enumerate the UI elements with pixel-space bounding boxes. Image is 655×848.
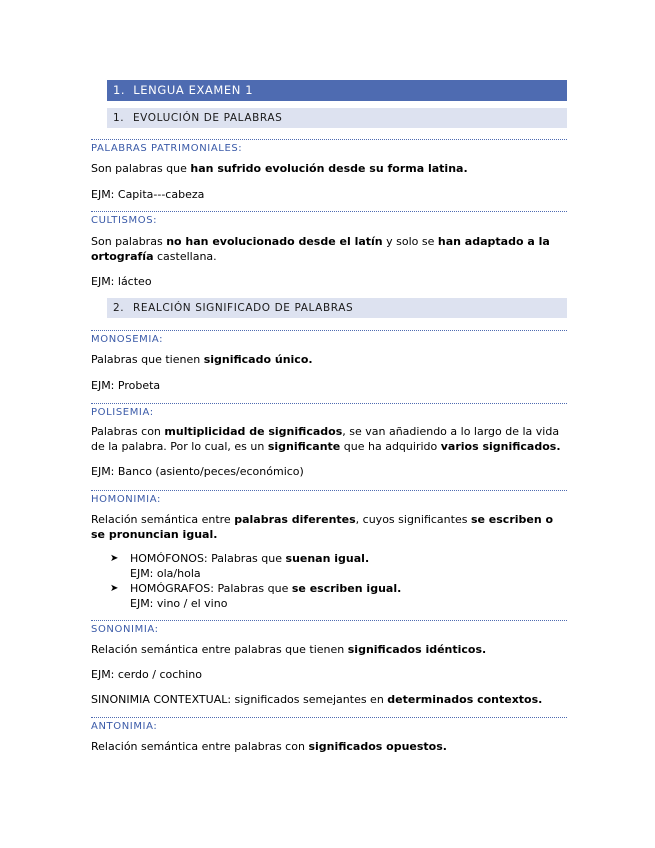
paragraph-sinonimia <box>91 642 567 657</box>
text: Palabras que tienen <box>91 353 204 366</box>
section-heading-relacion <box>107 298 567 318</box>
arrow-bullet-icon: ➤ <box>110 583 119 594</box>
bold-text: significados opuestos. <box>308 740 447 753</box>
bold-text: significado único. <box>203 353 313 366</box>
text: HOMÓGRAFOS: Palabras que <box>130 582 292 595</box>
heading-1-number: 1. <box>113 83 126 97</box>
text: Son palabras <box>91 235 167 248</box>
bold-text: varios significados. <box>440 440 561 453</box>
subheading-sinonimia: SONONIMIA: <box>91 620 567 635</box>
paragraph-patrimoniales <box>91 161 567 176</box>
heading-1-title: LENGUA EXAMEN 1 <box>133 83 254 97</box>
bold-text: palabras diferentes <box>234 513 356 526</box>
arrow-bullet-icon: ➤ <box>110 553 119 564</box>
text: y solo se <box>382 235 438 248</box>
text: , se van añadiendo a lo largo de la vida de la palabra. Por lo cual, es un <box>91 425 560 453</box>
bold-text: significante <box>267 440 341 453</box>
text: que ha adquirido <box>340 440 441 453</box>
subheading-polisemia: POLISEMIA: <box>91 403 567 418</box>
section-title: REALCIÓN SIGNIFICADO DE PALABRAS <box>132 302 354 314</box>
example-polisemia: EJM: Banco (asiento/peces/económico) <box>91 465 304 478</box>
bold-text: suenan igual. <box>285 552 370 565</box>
text: , cuyos significantes <box>355 513 471 526</box>
subheading-cultismos: CULTISMOS: <box>91 211 567 226</box>
bold-text: han adaptado a la ortografía <box>91 235 550 263</box>
paragraph-cultismos <box>91 234 567 264</box>
text: castellana. <box>153 250 217 263</box>
section-number: 2. <box>113 302 125 314</box>
example: EJM: vino / el vino <box>130 597 228 610</box>
paragraph-monosemia <box>91 352 567 367</box>
list-item <box>110 581 560 611</box>
subheading-antonimia: ANTONIMIA: <box>91 717 567 732</box>
bold-text: significados idénticos. <box>347 643 487 656</box>
bold-text: multiplicidad de significados <box>164 425 343 438</box>
bold-text: se escriben igual. <box>291 582 402 595</box>
bold-text: han sufrido evolución desde su forma latina. <box>190 162 468 175</box>
bold-text: determinados contextos. <box>387 693 543 706</box>
subheading-homonimia: HOMONIMIA: <box>91 490 567 505</box>
text: Palabras con <box>91 425 165 438</box>
text: Relación semántica entre palabras con <box>91 740 309 753</box>
heading-1 <box>107 80 567 101</box>
paragraph-sinonimia-contextual <box>91 692 567 707</box>
list-item <box>110 551 560 581</box>
section-number: 1. <box>113 112 125 124</box>
subheading-monosemia: MONOSEMIA: <box>91 330 567 345</box>
bold-text: no han evolucionado desde el latín <box>166 235 383 248</box>
section-title: EVOLUCIÓN DE PALABRAS <box>132 112 283 124</box>
section-heading-evolucion <box>107 108 567 128</box>
text: Relación semántica entre palabras que tienen <box>91 643 348 656</box>
example-cultismos: EJM: lácteo <box>91 275 152 288</box>
text: Relación semántica entre <box>91 513 235 526</box>
text: Son palabras que <box>91 162 191 175</box>
paragraph-homonimia <box>91 512 567 542</box>
bold-text: se escriben o se pronuncian igual. <box>91 513 554 541</box>
example-monosemia: EJM: Probeta <box>91 379 161 392</box>
subheading-patrimoniales: PALABRAS PATRIMONIALES: <box>91 139 567 154</box>
example-sinonimia: EJM: cerdo / cochino <box>91 668 202 681</box>
text: SINONIMIA CONTEXTUAL: significados semejantes en <box>91 693 388 706</box>
text: HOMÓFONOS: Palabras que <box>130 552 286 565</box>
homonimia-bullet-list <box>110 551 560 611</box>
paragraph-antonimia <box>91 739 567 754</box>
example-patrimoniales: EJM: Capita---cabeza <box>91 188 205 201</box>
paragraph-polisemia <box>91 424 567 454</box>
example: EJM: ola/hola <box>130 567 201 580</box>
